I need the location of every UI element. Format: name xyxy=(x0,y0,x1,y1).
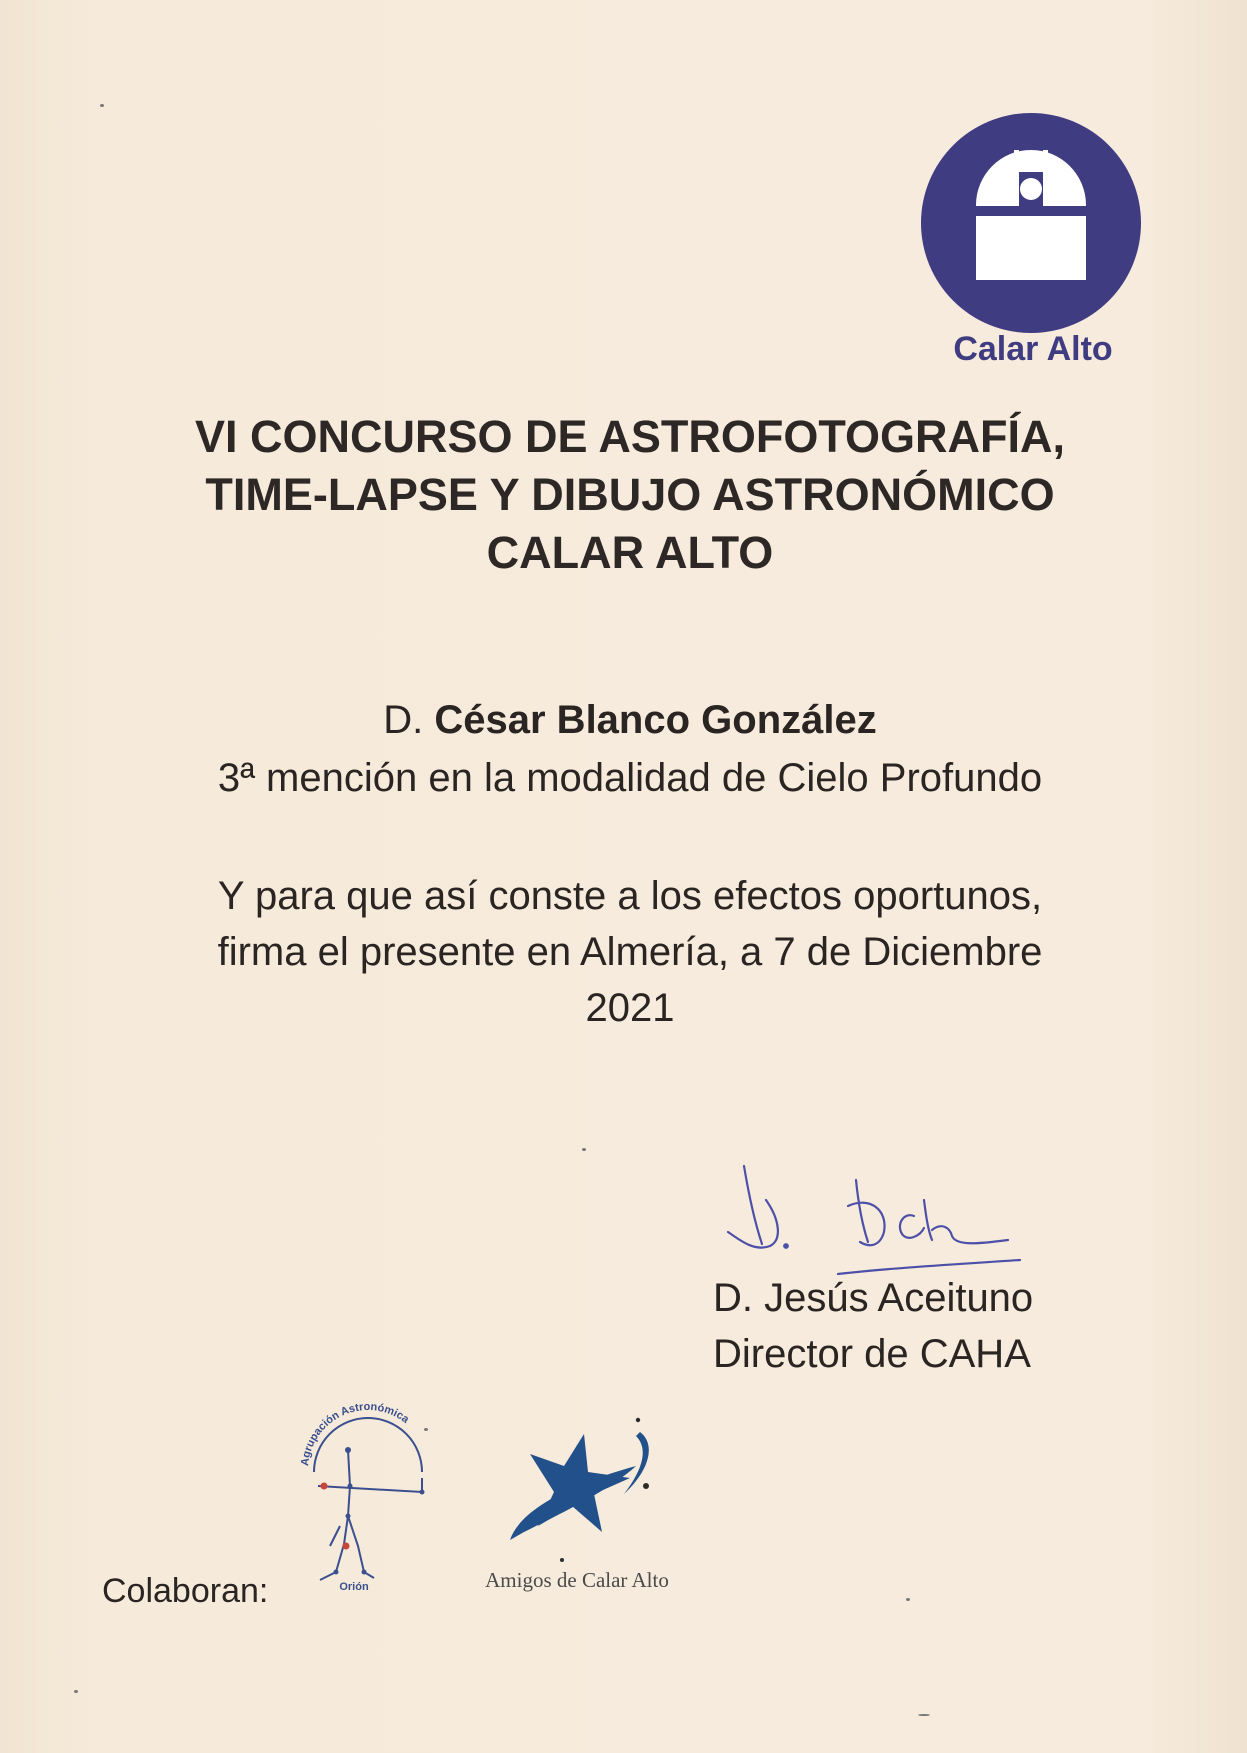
title-line-2: TIME-LAPSE Y DIBUJO ASTRONÓMICO xyxy=(205,469,1055,520)
svg-text:Orión: Orión xyxy=(339,1581,369,1592)
title-line-1: VI CONCURSO DE ASTROFOTOGRAFÍA, xyxy=(194,411,1066,462)
title-line-3: CALAR ALTO xyxy=(486,527,774,578)
paper-speck xyxy=(918,1714,930,1716)
recipient xyxy=(100,694,1160,746)
paper-speck xyxy=(74,1690,78,1693)
paper-speck xyxy=(424,1428,428,1431)
closing-line-1: Y para que así conste a los efectos oportunos, xyxy=(217,874,1043,918)
closing-line-2: firma el presente en Almería, a 7 de Diciembre xyxy=(217,930,1043,974)
certificate-title xyxy=(100,408,1160,582)
closing-line-3: 2021 xyxy=(585,986,675,1030)
calar-alto-logo-text: Calar Alto xyxy=(953,330,1113,368)
amigos-de-calar-alto-logo xyxy=(500,1414,660,1564)
paper-speck xyxy=(100,104,104,107)
paper-speck xyxy=(906,1598,910,1601)
collaborators-label: Colaboran: xyxy=(102,1572,269,1610)
agrupacion-astronomica-orion-logo xyxy=(296,1396,440,1592)
signer-block xyxy=(713,1270,1133,1382)
recipient-name: César Blanco González xyxy=(434,698,877,742)
award-text: 3ª mención en la modalidad de Cielo Profundo xyxy=(217,756,1043,800)
signer-name: D. Jesús Aceituno xyxy=(713,1276,1034,1320)
handwritten-signature xyxy=(720,1160,1040,1280)
paper-speck xyxy=(582,1148,586,1151)
amigos-logo-text: Amigos de Calar Alto xyxy=(485,1568,669,1592)
calar-alto-observatory-logo xyxy=(918,110,1144,340)
recipient-prefix: D. xyxy=(383,698,424,742)
signer-position: Director de CAHA xyxy=(713,1332,1031,1376)
closing-statement xyxy=(100,868,1160,1036)
svg-text:Agrupación Astronómica: Agrupación Astronómica xyxy=(299,1400,412,1467)
